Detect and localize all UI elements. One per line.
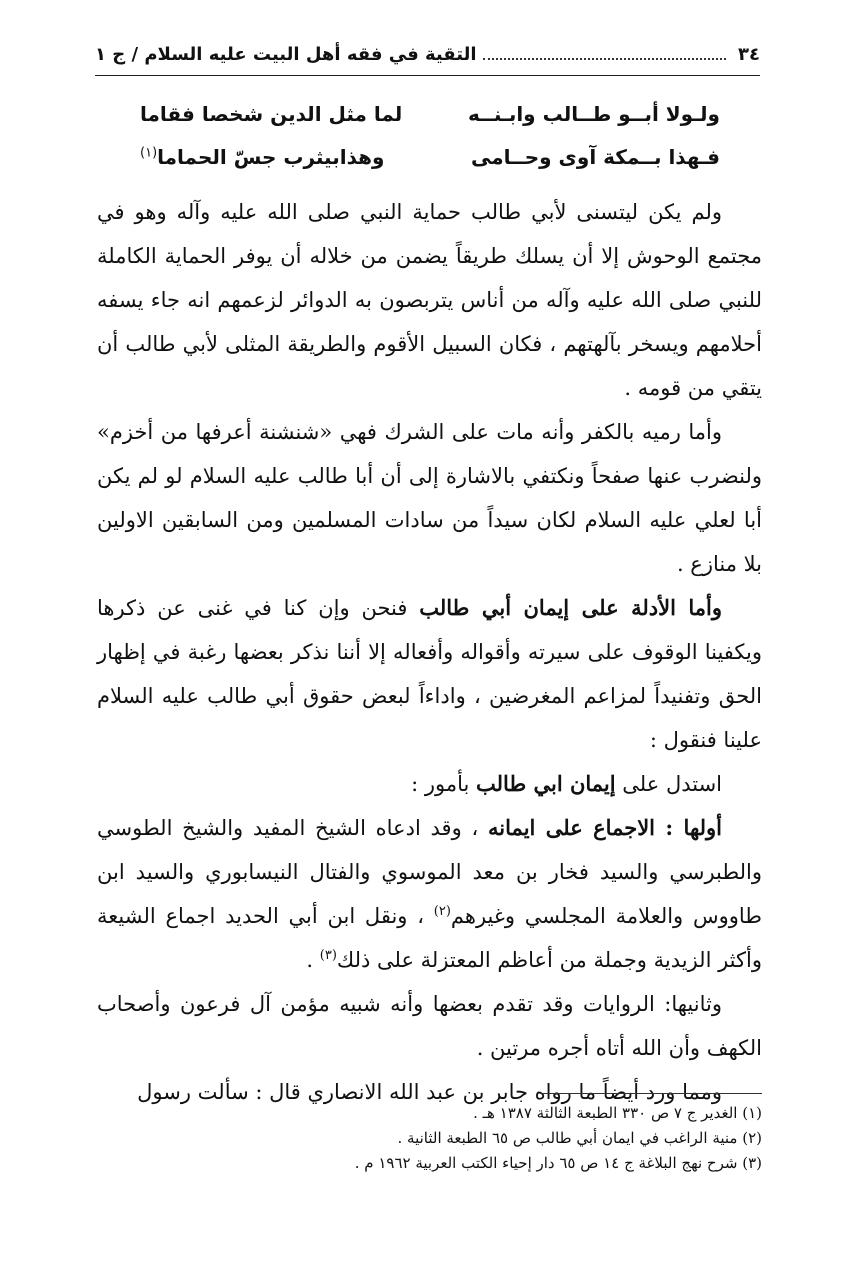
header-leader-dots [483, 58, 727, 60]
poem-line-2-first-hemistich: فـهذا بــمكة آوى وحــامى [470, 145, 720, 169]
paragraph-evidence-intro: وأما الأدلة على إيمان أبي طالب فنحن وإن كنا في غنى عن ذكرها ويكفينا الوقوف على سيرته وأقواله وأفعاله إلا أننا نذكر بعضها رغبة في إظهار الحق وتفنيداً لمزاعم المغرضين ، واداءاً لبعض حقوق أبي طالب عليه السلام علينا فنقول : [97, 595, 762, 752]
main-text [97, 190, 762, 1114]
paragraph-taqiyya-protection: ولم يكن ليتسنى لأبي طالب حماية النبي صلى الله عليه وآله وهو في مجتمع الوحوش إلا أن يسلك طريقاً يضمن من خلاله أن يوفر الحماية الكاملة للنبي صلى الله عليه وآله من أناس يتربصون به الدوائر لزعمهم انه جاء يسفه أحلامهم ويسخر بآلهتهم ، فكان السبيل الأقوم والطريقة المثلى لأبي طالب أن يتقي من قومه . [97, 200, 762, 400]
running-title: التقية في فقه أهل البيت عليه السلام / ج ١ [95, 43, 477, 65]
paragraph-evidence-list-intro: استدل على إيمان ابي طالب بأمور : [411, 771, 722, 796]
footnotes [102, 1101, 762, 1176]
footnote-3: (٣) شرح نهج البلاغة ج ١٤ ص ٦٥ دار إحياء الكتب العربية ١٩٦٢ م . [354, 1154, 762, 1172]
paragraph-jabir-narration: ومما ورد أيضاً ما رواه جابر بن عبد الله الانصاري قال : سألت رسول [137, 1080, 722, 1104]
footnote-2: (٢) منية الراغب في ايمان أبي طالب ص ٦٥ الطبعة الثانية . [397, 1129, 762, 1147]
poem-line-2 [140, 145, 720, 169]
evidence-heading: وأما الأدلة على إيمان أبي طالب [419, 595, 722, 620]
page-number: ٣٤ [738, 43, 760, 65]
header-rule [95, 75, 760, 76]
footnote-ref-2: (٢) [433, 904, 451, 919]
footnote-1: (١) الغدير ج ٧ ص ٣٣٠ الطبعة الثالثة ١٣٨٧ هـ . [473, 1104, 762, 1122]
footnote-ref-1: (١) [140, 145, 158, 161]
running-header [95, 34, 760, 74]
first-evidence-heading: أولها : الاجماع على ايمانه [488, 815, 722, 840]
footnote-separator [540, 1093, 762, 1094]
paragraph-accusation-of-disbelief: وأما رميه بالكفر وأنه مات على الشرك فهي «شنشنة أعرفها من أخزم» ولنضرب عنها صفحاً ونكتفي بالاشارة إلى أن أبا طالب عليه السلام لو لم يكن أبا لعلي عليه السلام لكان سيداً من سادات المسلمين ومن السابقين الاولين بلا منازع . [97, 420, 762, 576]
faith-of-abu-talib-label: إيمان ابي طالب [476, 771, 616, 796]
footnote-ref-3: (٣) [319, 948, 337, 963]
poem-line-1 [140, 102, 720, 126]
poem-line-1-first-hemistich: ولـولا أبــو طــالب وابـنــه [468, 102, 720, 126]
poem-line-2-second-hemistich: وهذابيثرب جسّ الحماما$^{(١)}$ [140, 145, 385, 169]
paragraph-second-evidence: وثانيها: الروايات وقد تقدم بعضها وأنه شبيه مؤمن آل فرعون وأصحاب الكهف وأن الله أتاه أجره مرتين . [97, 992, 762, 1060]
poem-line-1-second-hemistich: لما مثل الدين شخصا فقاما [140, 102, 403, 126]
paragraph-first-evidence: أولها : الاجماع على ايمانه ، وقد ادعاه الشيخ المفيد والشيخ الطوسي والطبرسي والسيد فخار بن معد الموسوي والفتال النيسابوري والسيد ابن طاووس والعلامة المجلسي وغيرهم$^{(٢)}$ ، ونقل ابن أبي الحديد اجماع الشيعة وأكثر الزيدية وجملة من أعاظم المعتزلة على ذلك$^{(٣)}$ . [97, 815, 762, 972]
